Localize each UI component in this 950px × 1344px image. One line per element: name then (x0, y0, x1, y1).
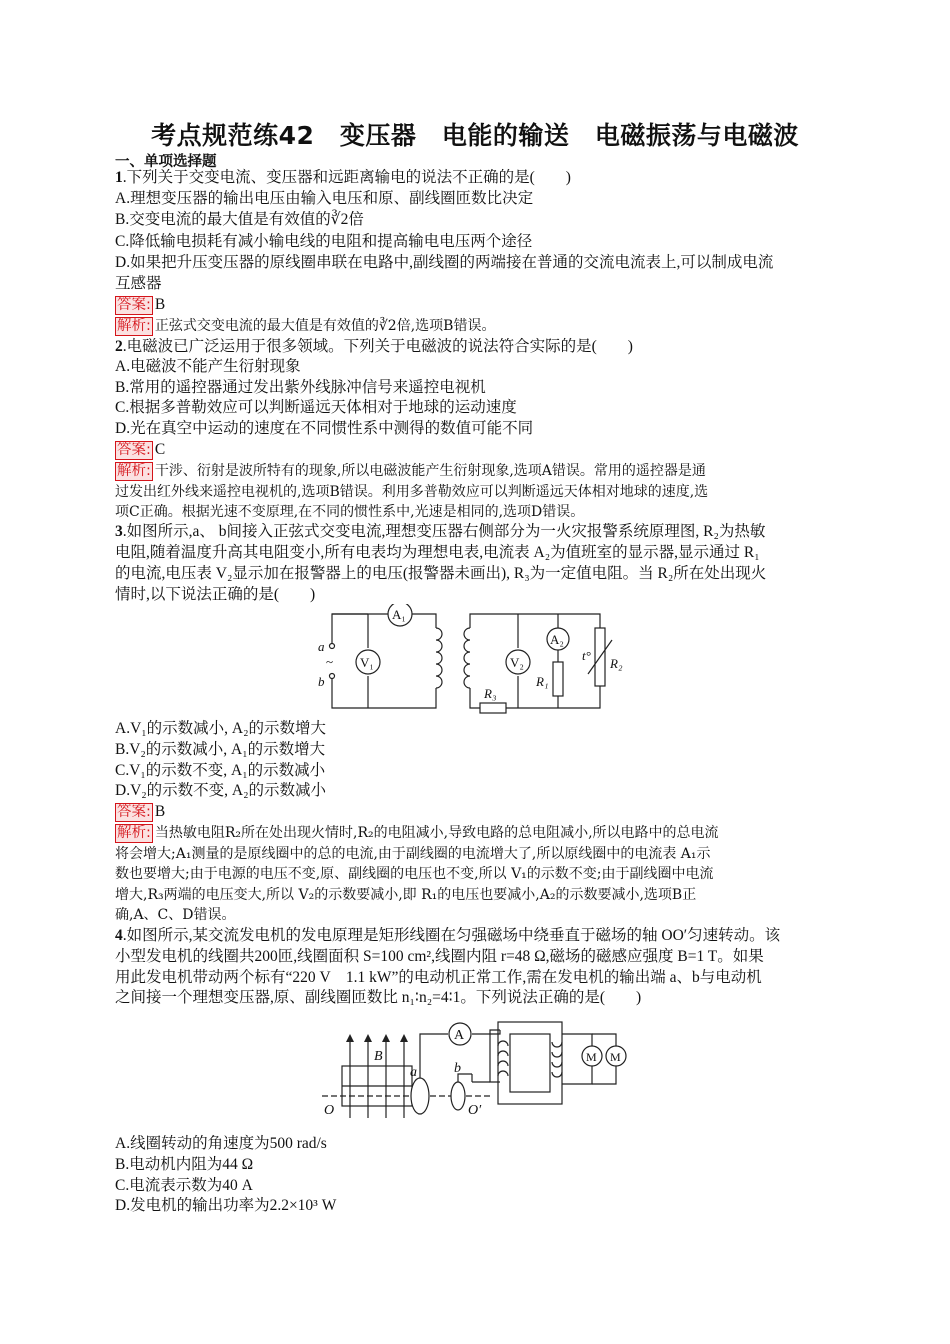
q3-stem-line2: 电阻,随着温度升高其电阻变小,所有电表均为理想电表,电流表 A₂为值班室的显示器,显示通过 R₁ (115, 544, 760, 561)
q3-number: 3 (115, 523, 123, 540)
q4-axis-o-prime: O′ (468, 1103, 482, 1118)
q3-option-b: B.V₂的示数减小, A₁的示数增大 (115, 741, 326, 758)
q3-label-r3: R₃ (484, 686, 497, 701)
q4-axis-o: O (324, 1103, 335, 1118)
q2-stem-text: .电磁波已广泛运用于很多领域。下列关于电磁波的说法符合实际的是( ) (122, 338, 633, 355)
q3-analysis-line1 (115, 823, 719, 843)
q3-circuit-figure (310, 604, 640, 716)
q3-stem-line3: 的电流,电压表 V₂显示加在报警器上的电压(报警器未画出), R₃为一定值电阻。当 R₂所在处出现火 (115, 565, 767, 582)
section-heading: 一、单项选择题 (115, 154, 217, 170)
q3-label-t: t° (582, 648, 591, 663)
q2-answer (115, 440, 165, 460)
q2-stem (115, 337, 633, 357)
q1-option-d-line2: 互感器 (115, 275, 162, 292)
q3-option-a: A.V₁的示数减小, A₂的示数增大 (115, 720, 327, 737)
q3-analysis-line3: 数也要增大;由于电源的电压不变,原、副线圈的电压也不变,所以 V₁的示数不变;由于副线圈中电流 (115, 866, 714, 882)
q2-option-a: A.电磁波不能产生衍射现象 (115, 358, 301, 375)
page-title: 考点规范练42 变压器 电能的输送 电磁振荡与电磁波 (151, 121, 799, 150)
q4-stem-line1 (115, 926, 780, 946)
q1-answer (115, 295, 165, 315)
q3-analysis-line5: 确,A、C、D错误。 (115, 907, 236, 923)
q3-stem-line1 (115, 522, 765, 542)
answer-tag: 答案: (117, 442, 151, 458)
q1-analysis-text: 正弦式交变电流的最大值是有效值的∛2倍,选项B错误。 (154, 318, 496, 334)
q1-analysis (115, 316, 495, 336)
q4-stem-line2: 小型发电机的线圈共200匝,线圈面积 S=100 cm²,线圈内阻 r=48 Ω,磁场的磁感应强度 B=1 T。如果 (115, 948, 764, 965)
answer-tag: 答案: (117, 297, 151, 313)
q3-terminal-a: a (318, 639, 325, 654)
q4-stem-text1: .如图所示,某交流发电机的发电原理是矩形线圈在匀强磁场中绕垂直于磁场的轴 OO′匀速转动。该 (122, 927, 781, 944)
q2-option-b: B.常用的遥控器通过发出紫外线脉冲信号来遥控电视机 (115, 379, 486, 396)
analysis-tag: 解析: (117, 318, 151, 334)
q3-ac-symbol: ~ (326, 654, 334, 669)
q3-analysis-line4: 增大,R₃两端的电压变大,所以 V₂的示数要减小,即 R₁的电压也要减小,A₂的示数要减小,选项B正 (115, 887, 697, 903)
q2-option-c: C.根据多普勒效应可以判断遥远天体相对于地球的运动速度 (115, 399, 517, 416)
q1-number: 1 (115, 169, 123, 186)
q2-number: 2 (115, 338, 123, 355)
q1-stem-text: .下列关于交变电流、变压器和远距离输电的说法不正确的是( ) (122, 169, 571, 186)
q1-option-c: C.降低输电损耗有减小输电线的电阻和提高输电电压两个途径 (115, 233, 533, 250)
q3-answer (115, 802, 165, 822)
q1-option-a: A.理想变压器的输出电压由输入电压和原、副线圈匝数比决定 (115, 190, 534, 207)
q3-option-d: D.V₂的示数不变, A₂的示数减小 (115, 782, 327, 799)
q4-generator-figure (322, 1008, 642, 1128)
q3-option-c: C.V₁的示数不变, A₁的示数减小 (115, 762, 326, 779)
q4-motor-1: M (586, 1050, 597, 1064)
answer-tag: 答案: (117, 804, 151, 820)
q4-ammeter-label: A (454, 1028, 465, 1043)
q3-stem-line4: 情时,以下说法正确的是( ) (115, 586, 316, 603)
q4-option-c: C.电流表示数为40 A (115, 1177, 253, 1194)
q4-option-d: D.发电机的输出功率为2.2×10³ W (115, 1197, 337, 1214)
q1-stem (115, 168, 571, 188)
q3-stem-text1: .如图所示,a、 b间接入正弦式交变电流,理想变压器右侧部分为一火灾报警系统原理图, R₂为热敏 (122, 523, 766, 540)
q4-number: 4 (115, 927, 123, 944)
q3-meter-v1: V₁ (360, 655, 374, 670)
q4-motor-2: M (610, 1050, 621, 1064)
q2-analysis-text1: 干涉、衍射是波所特有的现象,所以电磁波能产生衍射现象,选项A错误。常用的遥控器是通 (154, 463, 706, 479)
q4-option-b: B.电动机内阻为44 Ω (115, 1156, 254, 1173)
q3-answer-value: B (154, 803, 166, 820)
q2-analysis-line1 (115, 461, 706, 481)
q4-stem-line4: 之间接一个理想变压器,原、副线圈匝数比 n₁∶n₂=4∶1。下列说法正确的是( ) (115, 989, 642, 1006)
q4-terminal-a: a (410, 1065, 417, 1080)
q4-stem-line3: 用此发电机带动两个标有“220 V 1.1 kW”的电动机正常工作,需在发电机的输出端 a、b与电动机 (115, 969, 762, 986)
q4-field-label: B (374, 1049, 383, 1064)
analysis-tag: 解析: (117, 825, 151, 841)
q4-terminal-b: b (454, 1061, 461, 1076)
q3-meter-a1: A₁ (392, 607, 406, 622)
q3-analysis-text1: 当热敏电阻R₂所在处出现火情时,R₂的电阻减小,导致电路的总电阻减小,所以电路中的总电流 (154, 825, 719, 841)
q1-answer-value: B (154, 296, 166, 313)
q2-answer-value: C (154, 441, 166, 458)
q3-meter-v2: V₂ (510, 655, 524, 670)
q3-terminal-b: b (318, 674, 325, 689)
q2-analysis-line3: 项C正确。根据光速不变原理,在不同的惯性系中,光速是相同的,选项D错误。 (115, 504, 585, 520)
q2-analysis-line2: 过发出红外线来遥控电视机的,选项B错误。利用多普勒效应可以判断遥远天体相对地球的速度,选 (115, 484, 709, 500)
q2-option-d: D.光在真空中运动的速度在不同惯性系中测得的数值可能不同 (115, 420, 534, 437)
q1-option-d-line1: D.如果把升压变压器的原线圈串联在电路中,副线圈的两端接在普通的交流电流表上,可以制成电流 (115, 254, 774, 271)
q3-label-r1: R₁ (536, 674, 549, 689)
q3-analysis-line2: 将会增大;A₁测量的是原线圈中的总的电流,由于副线圈的电流增大了,所以原线圈中的电流表 A₁示 (115, 846, 711, 862)
q1-option-b: B.交变电流的最大值是有效值的∛2倍 (115, 211, 364, 228)
q3-meter-a2: A₂ (550, 632, 564, 647)
q4-option-a: A.线圈转动的角速度为500 rad/s (115, 1135, 327, 1152)
q3-label-r2: R₂ (610, 656, 623, 671)
analysis-tag: 解析: (117, 463, 151, 479)
